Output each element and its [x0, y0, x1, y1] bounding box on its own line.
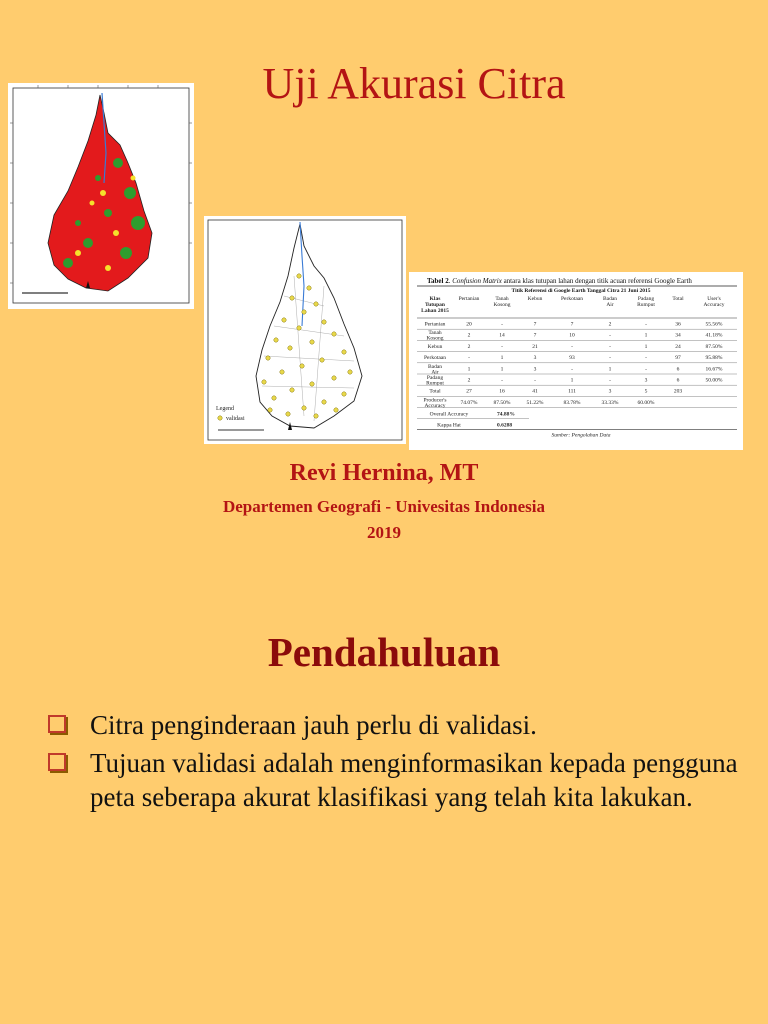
table-cell: 2 [467, 377, 471, 384]
table-header-cell: Rumput [637, 302, 655, 308]
table-row-label: Rumput [426, 380, 444, 387]
table-cell: 41.18% [705, 332, 723, 339]
kappa-label: Kappa Hat [437, 422, 461, 429]
overall-accuracy-value: 74.88% [497, 411, 515, 418]
table-row-label: Accuracy [424, 402, 446, 409]
table-cell: 41 [532, 388, 538, 395]
table-cell: 36 [675, 321, 681, 328]
table-cell: - [645, 366, 647, 373]
table-row-label: Pertanian [424, 321, 446, 328]
table-cell: 1 [467, 366, 471, 373]
table-grid [417, 296, 737, 439]
bullet-item: Citra penginderaan jauh perlu di validasi. [48, 708, 748, 742]
table-cell: 3 [533, 366, 537, 373]
table-cell: - [534, 377, 536, 384]
table-row-label: Producer's [423, 397, 447, 404]
table-row-label: Tanah [428, 330, 442, 337]
table-subheader: Titik Referensi di Google Earth Tanggal Citra 21 Juni 2015 [511, 288, 651, 294]
table-cell: 20 [466, 321, 472, 328]
table-cell: 2 [467, 332, 471, 339]
table-cell: - [609, 377, 611, 384]
table-caption: Tabel 2. Confusion Matrix antara klas tutupan lahan dengan titik acuan referensi Google Earth [427, 277, 692, 285]
table-row-label: Kosong [426, 335, 444, 342]
table-cell: 111 [568, 388, 576, 395]
checkbox-bullet-icon [48, 715, 66, 733]
map-legend-item: validasi [226, 416, 245, 422]
overall-accuracy-label: Overall Accuracy [429, 411, 469, 418]
table-cell: - [609, 332, 611, 339]
table-header-cell: Kebun [527, 296, 543, 302]
table-cell: 74.07% [460, 399, 478, 406]
table-source: Sumber: Pengolahan Data [551, 432, 611, 439]
table-cell: 21 [532, 343, 538, 350]
table-cell: 6 [676, 366, 680, 373]
table-cell: 51.22% [526, 399, 544, 406]
table-cell: 83.78% [563, 399, 581, 406]
table-header-cell: Tanah [495, 296, 509, 302]
table-cell: 87.50% [705, 343, 723, 350]
table-cell: 3 [608, 388, 612, 395]
table-cell: - [609, 355, 611, 362]
table-cell: 6 [676, 377, 680, 384]
slide-title: Uji Akurasi Citra [262, 59, 566, 108]
table-header-cell: Badan [602, 296, 618, 302]
table-header-cell: Kosong [493, 302, 511, 308]
table-cell: - [645, 321, 647, 328]
confusion-matrix-table-image [409, 272, 743, 450]
table-cell: 60.00% [637, 399, 655, 406]
section-title: Pendahuluan [267, 629, 501, 675]
table-cell: - [501, 377, 503, 384]
table-row-label: Badan [427, 363, 443, 370]
author-year: 2019 [367, 523, 401, 542]
table-row-label: Padang [426, 375, 444, 381]
author-name: Revi Hernina, MT [289, 460, 479, 486]
table-cell: 34 [675, 332, 681, 339]
author-department: Departemen Geografi - Univesitas Indonesia [222, 497, 546, 516]
table-cell: 93 [569, 355, 575, 362]
table-cell: 33.33% [601, 399, 619, 406]
table-header-cell: Padang [637, 296, 655, 302]
table-cell: 7 [570, 321, 574, 328]
table-cell: 7 [533, 321, 537, 328]
table-cell: 10 [569, 332, 575, 339]
table-cell: 24 [675, 343, 681, 350]
table-cell: 2 [608, 321, 612, 328]
table-cell: 203 [673, 388, 683, 395]
table-header-cell: Total [672, 296, 684, 302]
table-header-cell: Klas [429, 296, 441, 302]
table-cell: 1 [608, 366, 612, 373]
table-cell: 3 [644, 377, 648, 384]
table-header-cell: Lahan 2015 [421, 308, 449, 314]
landcover-map-image [8, 83, 194, 309]
table-cell: 1 [644, 343, 648, 350]
kappa-value: 0.6288 [497, 422, 513, 429]
table-row-label: Air [431, 369, 439, 376]
table-cell: 95.88% [705, 355, 723, 362]
bullet-item: Tujuan validasi adalah menginformasikan kepada pengguna peta seberapa akurat klasifikasi yang telah kita lakukan. [48, 746, 748, 814]
table-cell: 27 [466, 388, 472, 395]
table-cell: 5 [644, 388, 648, 395]
table-cell: - [571, 366, 573, 373]
table-cell: 2 [467, 343, 471, 350]
table-cell: 50.00% [705, 377, 723, 384]
table-row-label: Total [429, 388, 441, 395]
table-cell: 1 [500, 366, 504, 373]
table-cell: 87.50% [493, 399, 511, 406]
table-header-cell: User's [707, 296, 721, 302]
table-row-label: Kebun [427, 343, 443, 350]
bullet-list [48, 708, 748, 818]
table-cell: 14 [499, 332, 505, 339]
table-header-cell: Perkotaan [561, 296, 583, 302]
table-cell: 3 [533, 355, 537, 362]
table-cell: 1 [500, 355, 504, 362]
table-row-label: Perkotaan [424, 355, 446, 362]
table-header-cell: Pertanian [458, 296, 480, 302]
table-cell: 1 [570, 377, 574, 384]
table-cell: 16 [499, 388, 505, 395]
table-cell: - [501, 343, 503, 350]
table-cell: 7 [533, 332, 537, 339]
table-cell: - [501, 321, 503, 328]
table-header-cell: Air [606, 302, 614, 308]
validation-points-map-image [204, 216, 406, 444]
map-legend-title: Legend [216, 406, 234, 412]
table-cell: - [645, 355, 647, 362]
table-cell: 55.56% [705, 321, 723, 328]
table-cell: - [609, 343, 611, 350]
table-cell: 97 [675, 355, 681, 362]
table-cell: - [468, 355, 470, 362]
table-header-cell: Accuracy [703, 302, 725, 308]
table-header-cell: Tutupan [425, 302, 445, 308]
table-cell: 1 [644, 332, 648, 339]
table-cell: - [571, 343, 573, 350]
checkbox-bullet-icon [48, 753, 66, 771]
table-cell: 16.67% [705, 366, 723, 373]
